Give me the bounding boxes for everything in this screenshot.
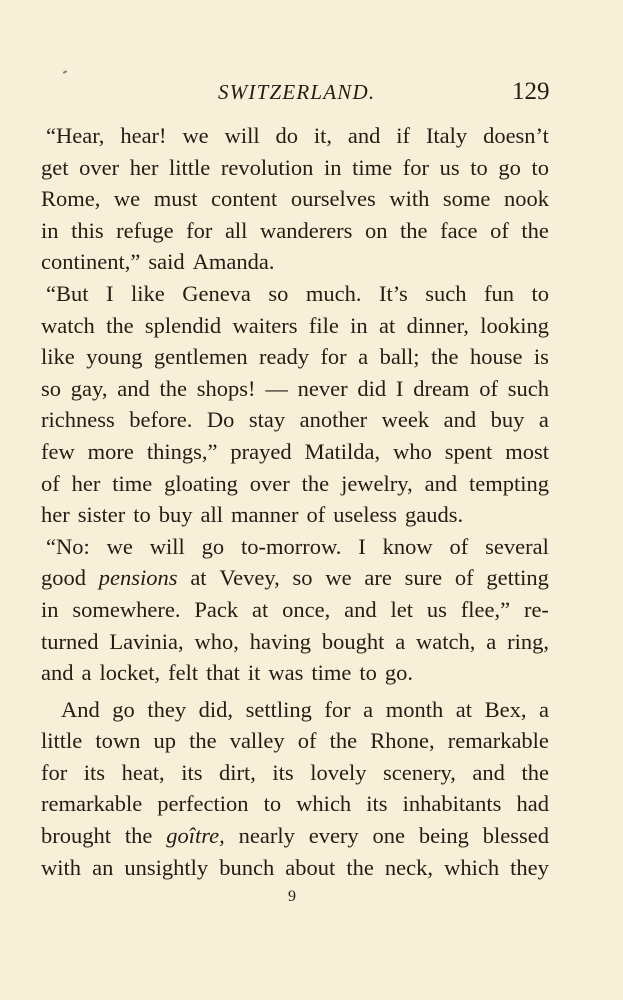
word: at	[455, 696, 473, 722]
word: blessed	[482, 823, 549, 849]
italic-word: goître,	[166, 823, 225, 849]
word: the	[124, 823, 153, 849]
word: felt	[168, 660, 199, 686]
word: a	[395, 628, 406, 654]
word: jewelry,	[341, 470, 413, 496]
word: gentlemen	[153, 344, 248, 370]
text-line	[41, 791, 549, 823]
word: go	[201, 533, 225, 559]
word: face	[440, 217, 478, 243]
word: doesn’t	[483, 123, 549, 148]
word: and	[424, 470, 458, 496]
word: content	[211, 186, 278, 212]
word: to	[470, 154, 488, 180]
word: prayed	[230, 438, 292, 464]
word: us	[426, 596, 447, 622]
word: we	[325, 565, 352, 591]
word: the	[521, 217, 549, 243]
word: refuge	[116, 217, 174, 243]
word: watch,	[416, 628, 476, 654]
word: little	[169, 154, 211, 180]
word: its	[181, 759, 203, 785]
word: —	[265, 375, 288, 401]
word: every	[308, 823, 359, 849]
word: of	[449, 533, 469, 559]
word: they	[510, 854, 549, 880]
word: of	[41, 470, 60, 496]
word: the	[431, 344, 459, 370]
word: continent,”	[41, 249, 141, 275]
word: sister	[77, 502, 126, 528]
word: ball;	[379, 344, 420, 370]
word: manner	[231, 502, 299, 528]
word: I	[358, 533, 366, 559]
word: us	[439, 154, 460, 180]
word: so	[292, 565, 313, 591]
word: “Hear,	[46, 123, 105, 148]
word: go	[498, 154, 521, 180]
word: useless	[333, 502, 397, 528]
word: buy	[490, 407, 525, 433]
word: time	[112, 470, 153, 496]
word: a	[486, 628, 497, 654]
word: getting	[486, 565, 549, 591]
word: week	[381, 407, 430, 433]
word: the	[189, 728, 217, 754]
text-line	[41, 344, 549, 376]
word: Vevey,	[219, 565, 280, 591]
word: buy	[158, 502, 193, 528]
word: did	[357, 375, 387, 401]
word: fun	[484, 280, 514, 306]
word: tempting	[468, 470, 549, 496]
word: having	[249, 628, 311, 654]
word: few	[41, 438, 75, 464]
word: turned	[41, 628, 99, 654]
word: Geneva	[182, 280, 251, 306]
word: ring,	[507, 628, 549, 654]
word: much.	[305, 280, 362, 306]
word: ready	[259, 344, 309, 370]
word: and	[117, 375, 150, 401]
word: splendid	[144, 312, 222, 338]
word: most	[505, 438, 549, 464]
word: which	[296, 791, 352, 817]
text-line	[41, 439, 549, 471]
word: good	[41, 565, 86, 591]
word: settling	[245, 696, 312, 722]
word: such	[425, 280, 467, 306]
word: I	[395, 375, 404, 401]
text-line	[41, 502, 549, 534]
word: wanderers	[259, 217, 353, 243]
word: up	[153, 728, 176, 754]
word: perfection	[157, 791, 249, 817]
word: to-morrow.	[241, 533, 342, 559]
word: such	[507, 375, 549, 401]
word: must	[153, 186, 198, 212]
word: one	[372, 823, 406, 849]
word: about	[285, 854, 336, 880]
ink-speck	[63, 70, 67, 74]
word: remarkable	[447, 728, 549, 754]
word: a	[81, 660, 92, 686]
word: her	[129, 154, 159, 180]
word: that	[206, 660, 240, 686]
word: hear!	[120, 123, 167, 148]
word: town	[95, 728, 141, 754]
text-line	[41, 728, 549, 760]
word: several	[485, 533, 549, 559]
word: so	[268, 280, 289, 306]
word: and	[344, 596, 377, 622]
text-line	[41, 629, 549, 661]
word: richness	[41, 407, 115, 433]
text-line	[41, 218, 549, 250]
word: her	[71, 470, 101, 496]
word: lovely	[310, 759, 367, 785]
text-line	[41, 760, 549, 792]
word: the	[159, 375, 188, 401]
word: to	[133, 502, 151, 528]
word: will	[149, 533, 185, 559]
word: they	[147, 696, 187, 722]
word: I	[105, 280, 114, 306]
word: go	[112, 696, 135, 722]
word: over	[249, 470, 290, 496]
text-line	[41, 376, 549, 408]
word: time	[311, 660, 352, 686]
word: to	[359, 660, 377, 686]
word: of	[297, 728, 317, 754]
word: Amanda.	[192, 249, 275, 275]
word: and	[443, 407, 477, 433]
word: things,”	[146, 438, 218, 464]
word: and	[472, 759, 505, 785]
word: ourselves	[290, 186, 376, 212]
word: an	[92, 854, 114, 880]
word: file	[308, 312, 339, 338]
word: so	[41, 375, 62, 401]
word: once,	[282, 596, 331, 622]
word: and	[347, 123, 381, 148]
word: dirt,	[219, 759, 256, 785]
word: house	[469, 344, 523, 370]
word: “But	[46, 280, 89, 306]
word: the	[346, 854, 374, 880]
word: waiters	[232, 312, 298, 338]
word: in	[41, 596, 59, 622]
word: dinner,	[406, 312, 469, 338]
word: re-	[523, 596, 549, 622]
word: never	[297, 375, 348, 401]
word: more	[87, 438, 134, 464]
word: with	[389, 186, 430, 212]
word: do	[275, 123, 298, 148]
word: who,	[194, 628, 239, 654]
word: young	[86, 344, 143, 370]
word: spent	[444, 438, 493, 464]
word: this	[71, 217, 104, 243]
word: Pack	[194, 596, 239, 622]
word: “No:	[46, 533, 90, 559]
word: for	[320, 344, 347, 370]
word: are	[364, 565, 392, 591]
word: Do	[206, 407, 235, 433]
word: at	[251, 596, 269, 622]
word: revolution	[220, 154, 314, 180]
word: if	[396, 123, 411, 148]
word: shops!	[196, 375, 256, 401]
word: over	[79, 154, 120, 180]
word: for	[324, 696, 351, 722]
word: Rome,	[41, 186, 101, 212]
word: remarkable	[41, 791, 143, 817]
word: Bex,	[484, 696, 527, 722]
word: did,	[198, 696, 234, 722]
word: for	[41, 759, 68, 785]
word: neck,	[384, 854, 434, 880]
word: had	[516, 791, 549, 817]
word: was	[268, 660, 304, 686]
word: a	[358, 344, 369, 370]
word: a	[363, 696, 374, 722]
word: some	[442, 186, 491, 212]
word: to	[263, 791, 282, 817]
word: in	[350, 312, 368, 338]
word: Rhone,	[370, 728, 435, 754]
body-text	[41, 123, 549, 886]
word: flee,”	[460, 596, 511, 622]
word: of	[479, 375, 498, 401]
word: is	[533, 344, 549, 370]
word: heat,	[121, 759, 165, 785]
text-line	[41, 471, 549, 503]
word: like	[130, 280, 165, 306]
word: like	[41, 344, 75, 370]
word: bunch	[219, 854, 275, 880]
word: at	[379, 312, 396, 338]
word: we	[182, 123, 209, 148]
word: who	[393, 438, 432, 464]
word: month	[385, 696, 444, 722]
word: the	[400, 217, 428, 243]
text-line	[41, 823, 549, 855]
word: of	[454, 565, 474, 591]
word: let	[390, 596, 413, 622]
word: her	[41, 502, 70, 528]
word: before.	[129, 407, 193, 433]
text-line	[41, 565, 549, 597]
word: being	[418, 823, 469, 849]
word: looking	[480, 312, 549, 338]
word: scenery,	[383, 759, 456, 785]
word: dream	[413, 375, 470, 401]
running-head	[0, 78, 623, 112]
word: its	[366, 791, 388, 817]
word: will	[224, 123, 260, 148]
word: gay,	[70, 375, 108, 401]
word: nook	[503, 186, 549, 212]
word: in	[324, 154, 342, 180]
word: it	[247, 660, 261, 686]
word: And	[61, 696, 100, 722]
running-title: SWITZERLAND.	[218, 80, 376, 104]
word: gloating	[164, 470, 238, 496]
signature-mark: 9	[288, 888, 296, 905]
word: It’s	[379, 280, 408, 306]
word: watch	[41, 312, 95, 338]
word: a	[539, 696, 549, 722]
text-line	[41, 697, 549, 729]
text-line	[41, 313, 549, 345]
word: brought	[41, 823, 111, 849]
word: in	[41, 217, 59, 243]
word: the	[106, 312, 134, 338]
word: unsightly	[124, 854, 209, 880]
word: time	[352, 154, 393, 180]
word: another	[299, 407, 368, 433]
word: with	[41, 854, 82, 880]
word: of	[306, 502, 326, 528]
word: to	[531, 280, 549, 306]
text-line	[41, 534, 549, 566]
text-line	[41, 155, 549, 187]
word: we	[113, 186, 141, 212]
word: the	[521, 759, 549, 785]
text-line	[41, 855, 549, 887]
text-line	[41, 407, 549, 439]
word: nearly	[238, 823, 295, 849]
word: at	[190, 565, 207, 591]
word: and	[41, 660, 74, 686]
word: its	[272, 759, 294, 785]
word: get	[41, 154, 69, 180]
word: we	[106, 533, 133, 559]
word: sure	[404, 565, 443, 591]
word: its	[83, 759, 106, 785]
italic-word: pensions	[98, 565, 178, 591]
word: Lavinia,	[109, 628, 184, 654]
word: Matilda,	[304, 438, 381, 464]
word: of	[490, 217, 509, 243]
word: bought	[321, 628, 385, 654]
text-line	[41, 186, 549, 218]
word: little	[41, 728, 83, 754]
word: all	[200, 502, 223, 528]
word: for	[402, 154, 429, 180]
word: the	[329, 728, 358, 754]
text-line	[41, 281, 549, 313]
text-line	[41, 597, 549, 629]
text-line	[41, 660, 549, 692]
word: gauds.	[404, 502, 464, 528]
word: which	[444, 854, 500, 880]
word: it,	[313, 123, 333, 148]
word: to	[531, 154, 549, 180]
word: go.	[384, 660, 413, 686]
text-line	[41, 123, 549, 155]
word: all	[224, 217, 248, 243]
word: inhabitants	[402, 791, 502, 817]
word: valley	[229, 728, 285, 754]
word: the	[301, 470, 330, 496]
word: somewhere.	[72, 596, 181, 622]
page-number: 129	[512, 78, 550, 105]
word: locket,	[99, 660, 161, 686]
text-line	[41, 249, 549, 281]
word: for	[186, 217, 213, 243]
word: a	[538, 407, 549, 433]
word: stay	[248, 407, 286, 433]
word: said	[148, 249, 185, 275]
word: on	[364, 217, 388, 243]
word: know	[382, 533, 433, 559]
word: Italy	[425, 123, 468, 148]
